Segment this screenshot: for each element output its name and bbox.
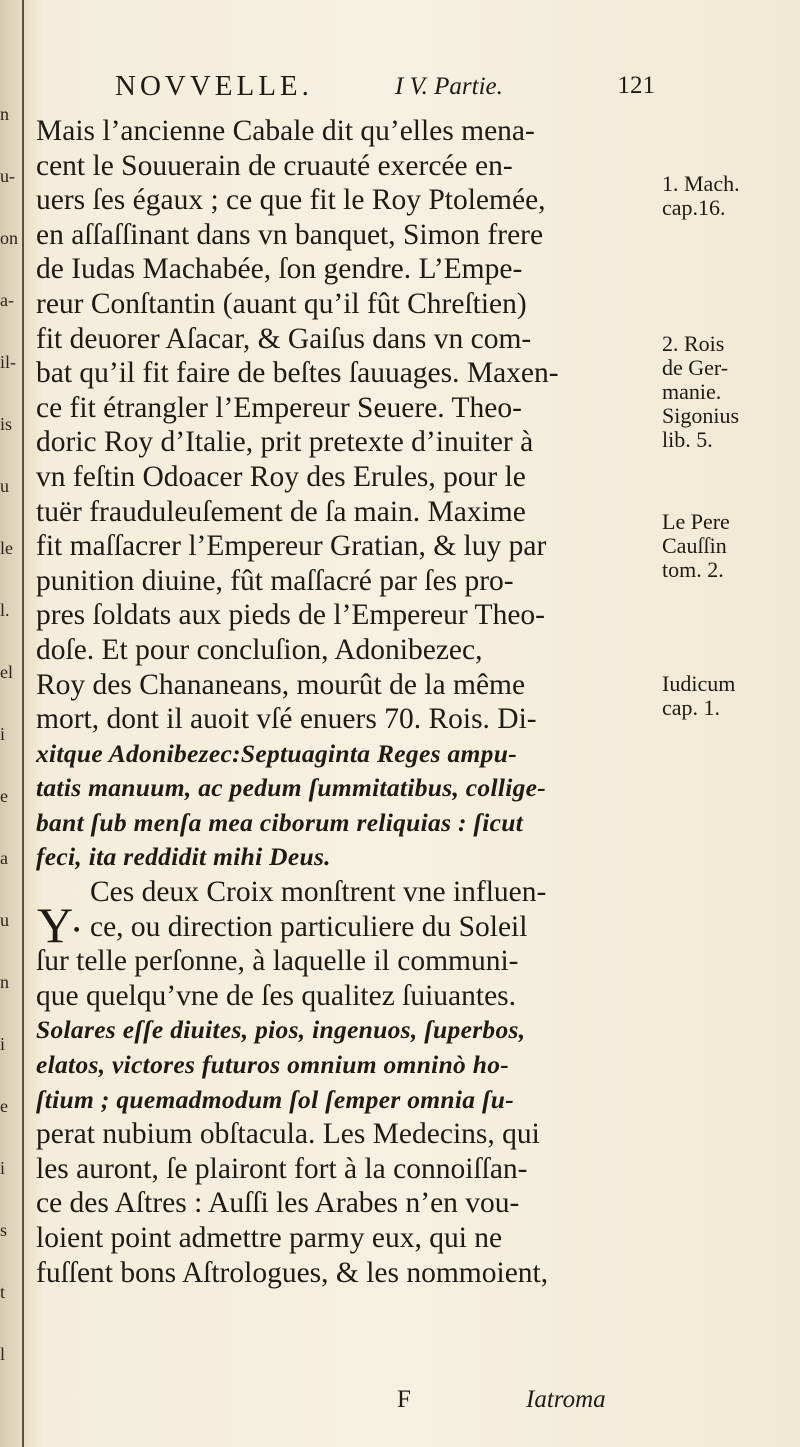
gutter-fragment: i <box>0 1158 6 1178</box>
text-line: ſur telle perſonne, à laquelle il communi- <box>36 945 519 978</box>
gutter-fragment: on <box>0 228 18 248</box>
sidenote-line: 2. Rois <box>662 331 725 356</box>
sidenote-line: Le Pere <box>662 509 730 534</box>
sidenote-line: de Ger- <box>662 355 729 380</box>
sidenote-line: manie. <box>662 379 722 404</box>
latin-text-line: feci, ita reddidit mihi Deus. <box>36 842 331 872</box>
gutter-fragment: e <box>0 1096 8 1116</box>
text-line: en aſſaſſinant dans vn banquet, Simon frere <box>36 218 544 251</box>
text-line: fit deuorer Aſacar, & Gaiſus dans vn com- <box>36 322 532 355</box>
latin-text-line: ſtium ; quemadmodum ſol ſemper omnia ſu- <box>36 1084 515 1114</box>
gutter-fragment: l <box>0 1344 6 1364</box>
text-line: fit maſſacrer l’Empereur Gratian, & luy par <box>36 530 547 563</box>
text-line: loient point admettre parmy eux, qui ne <box>36 1222 503 1254</box>
sidenote-line: cap. 1. <box>662 695 721 720</box>
sidenote-line: Cauſſin <box>662 533 727 558</box>
gutter-fragment: n <box>0 104 9 124</box>
gutter-fragment: le <box>0 538 13 558</box>
drop-cap-glyph <box>37 897 81 953</box>
latin-text-line: elatos, victores futuros omnium omninò ho- <box>36 1050 510 1080</box>
gutter-fragment: u <box>0 910 9 930</box>
gutter-fragment: a <box>0 848 8 868</box>
text-line: les auront, ſe plairont fort à la connoiſſan- <box>36 1152 528 1185</box>
sidenote-line: lib. 5. <box>662 427 713 452</box>
signature-mark: F <box>397 1386 411 1413</box>
drop-cap-letter: Y <box>37 897 74 953</box>
text-line: uers ſes égaux ; ce que fit le Roy Ptolemée, <box>36 184 546 217</box>
text-line: Ces deux Croix monſtrent vne influen- <box>90 876 547 909</box>
gutter-fragment: u <box>0 476 9 496</box>
text-line: pres ſoldats aux pieds de l’Empereur Theo- <box>36 599 545 632</box>
gutter-fragment: a- <box>0 290 14 310</box>
gutter-fragment: s <box>0 1220 8 1240</box>
catchword: Iatroma <box>526 1386 606 1413</box>
drop-cap-dot: • <box>73 919 81 942</box>
text-line: Mais l’ancienne Cabale dit qu’elles mena- <box>36 115 535 147</box>
gutter-fragment: il- <box>0 352 16 372</box>
sidenote-line: tom. 2. <box>662 557 724 582</box>
gutter-fragment: n <box>0 972 9 992</box>
gutter-fragment: l. <box>0 600 10 620</box>
latin-text-line: tatis manuum, ac pedum ſummitatibus, collige- <box>36 773 547 803</box>
text-line: perat nubium obſtacula. Les Medecins, qui <box>36 1118 540 1151</box>
sidenote-maccabees <box>662 172 740 220</box>
sidenote-line: cap.16. <box>662 195 726 220</box>
text-line: reur Conſtantin (auant qu’il fût Chreſtien) <box>36 287 527 320</box>
text-line: Roy des Chananeans, mourût de la même <box>36 668 526 701</box>
text-line: ce, ou direction particuliere du Soleil <box>90 910 528 943</box>
sidenote-line: Sigonius <box>662 403 740 428</box>
page-number: 121 <box>617 72 655 99</box>
text-line: doſe. Et pour concluſion, Adonibezec, <box>36 633 483 666</box>
text-line: de Iudas Machabée, ſon gendre. L’Empe- <box>36 253 523 286</box>
latin-text-line: xitque Adonibezec:Septuaginta Reges ampu- <box>36 738 517 768</box>
sidenote-caussin <box>662 510 730 582</box>
running-head <box>115 70 655 106</box>
text-line: que quelqu’vne de ſes qualitez ſuiuantes. <box>36 979 517 1012</box>
gutter-fragment: t <box>0 1282 6 1302</box>
text-line: doric Roy d’Italie, prit pretexte d’inuiter à <box>36 426 534 459</box>
gutter-fragment: el <box>0 662 13 682</box>
gutter-fragment: u- <box>0 166 15 186</box>
main-text-column <box>36 114 652 1290</box>
text-line: fuſſent bons Aſtrologues, & les nommoient, <box>36 1256 549 1289</box>
sidenote-sigonius <box>662 332 739 452</box>
text-line: mort, dont il auoit vſé enuers 70. Rois. Di- <box>36 703 537 736</box>
latin-text-line: Solares eſſe diuites, pios, ingenuos, ſuperbos, <box>36 1015 526 1045</box>
gutter-fragment: e <box>0 786 8 806</box>
text-line: cent le Souuerain de cruauté exercée en- <box>36 149 513 182</box>
text-line: ce fit étrangler l’Empereur Seuere. Theo- <box>36 391 522 424</box>
sidenote-line: Iudicum <box>662 671 736 696</box>
text-line: vn feſtin Odoacer Roy des Erules, pour le <box>36 460 526 493</box>
latin-text-line: bant ſub menſa mea ciborum reliquias : ſicut <box>36 807 524 837</box>
text-line: ce des Aſtres : Auſſi les Arabes n’en vou- <box>36 1187 520 1220</box>
text-line: punition diuine, fût maſſacré par ſes pro- <box>36 564 514 597</box>
text-line: bat qu’il fit faire de beſtes ſauuages. Maxen- <box>36 357 559 390</box>
gutter-fragment: is <box>0 414 13 434</box>
text-line: tuër frauduleuſement de ſa main. Maxime <box>36 495 526 528</box>
sidenote-line: 1. Mach. <box>662 171 740 196</box>
running-title: NOVVELLE. <box>115 70 313 102</box>
sidenote-judges <box>662 672 735 720</box>
gutter-fragment: i <box>0 1034 6 1054</box>
gutter-fragment: i <box>0 724 6 744</box>
part-label: I V. Partie. <box>395 73 503 100</box>
